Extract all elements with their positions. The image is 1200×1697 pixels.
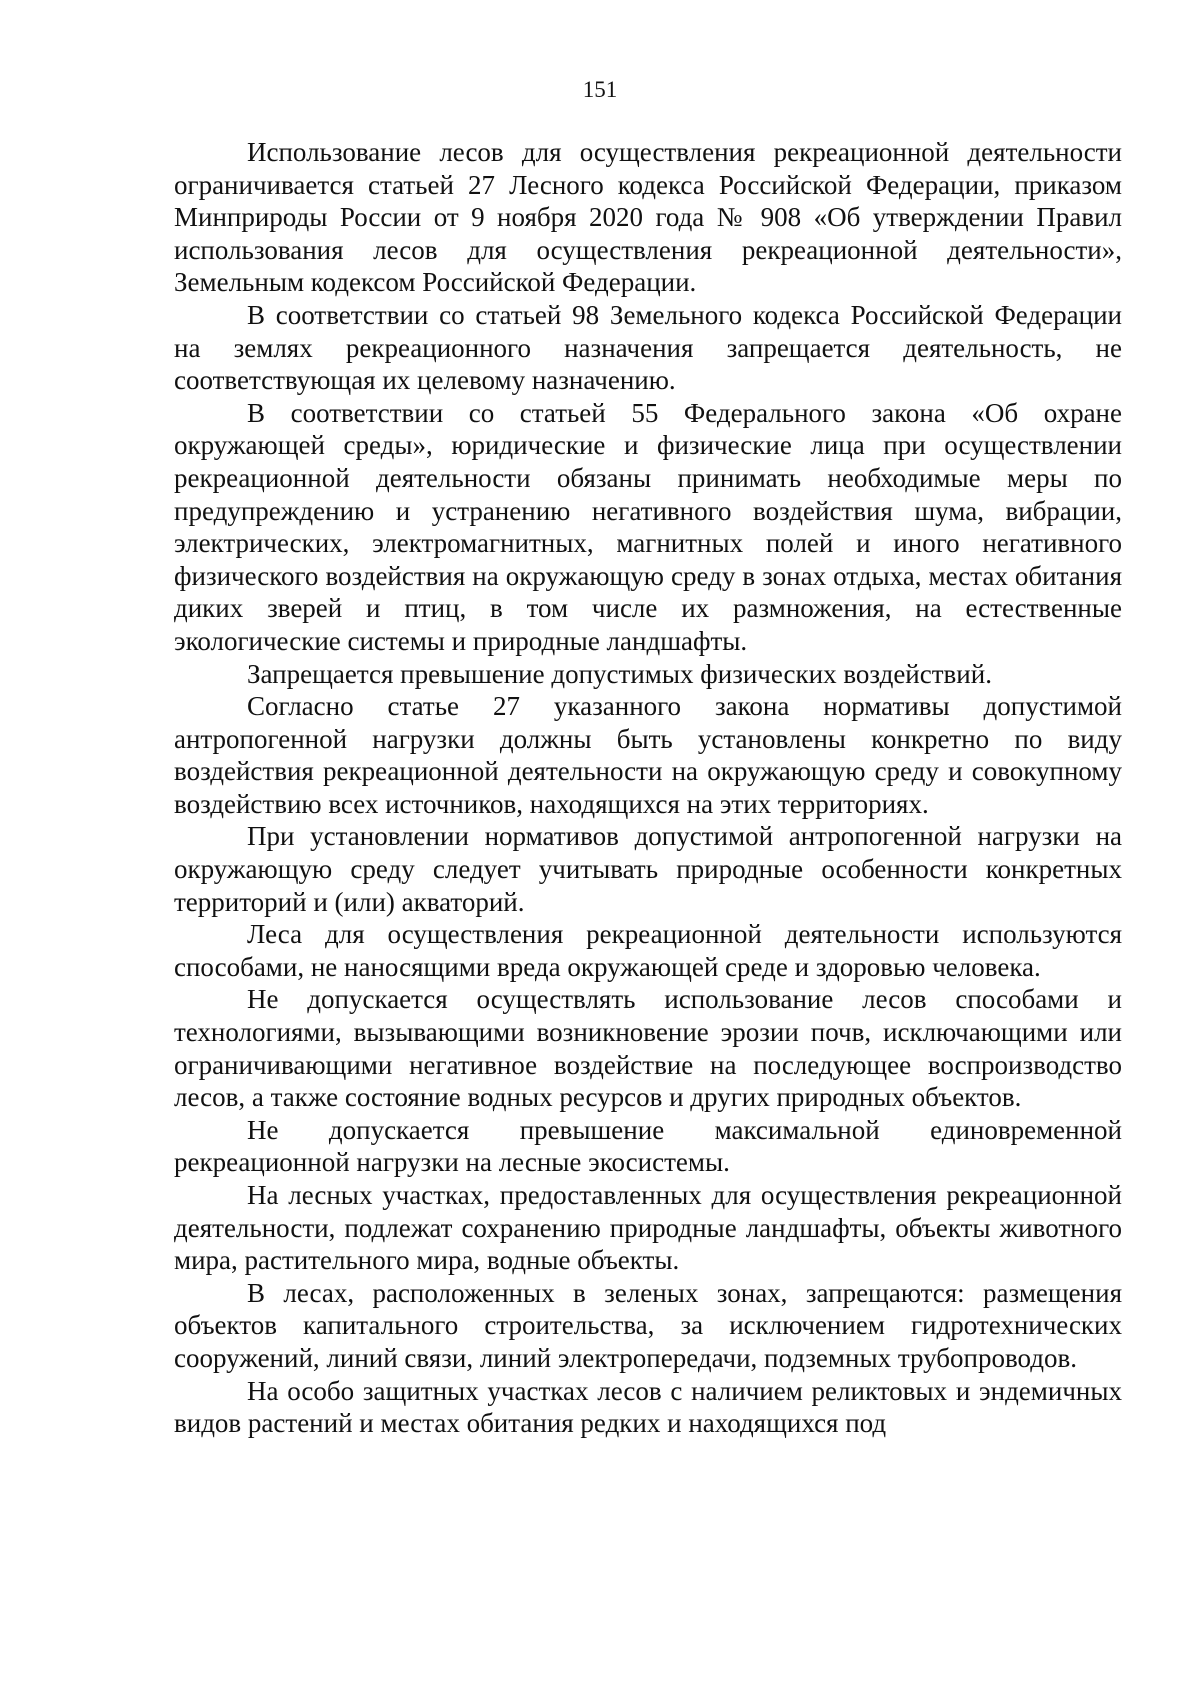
paragraph: Использование лесов для осуществления рекреационной деятельности ограничивается статьей 27 Лесного кодекса Российской Федерации, приказом Минприроды России от 9 ноября 2020 года № 908 «Об утверждении Правил использования лесов для осуществления рекреационной деятельности», Земельным кодексом Российской Федерации. bbox=[174, 137, 1122, 298]
paragraph: На лесных участках, предоставленных для осуществления рекреационной деятельности, подлежат сохранению природные ландшафты, объекты животного мира, растительного мира, водные объекты. bbox=[174, 1180, 1122, 1276]
paragraph: Запрещается превышение допустимых физических воздействий. bbox=[247, 658, 992, 689]
paragraph: Не допускается превышение максимальной единовременной рекреационной нагрузки на лесные экосистемы. bbox=[174, 1114, 1122, 1178]
paragraph: В соответствии со статьей 55 Федерального закона «Об охране окружающей среды», юридические и физические лица при осуществлении рекреационной деятельности обязаны принимать необходимые меры по предупреждению и устранению негативного воздействия шума, вибрации, электрических, электромагнитных, магнитных полей и иного негативного физического воздействия на окружающую среду в зонах отдыха, местах обитания диких зверей и птиц, в том числе их размножения, на естественные экологические системы и природные ландшафты. bbox=[174, 397, 1122, 656]
paragraph: Согласно статье 27 указанного закона нормативы допустимой антропогенной нагрузки должны быть установлены конкретно по виду воздействия рекреационной деятельности на окружающую среду и совокупному воздействию всех источников, находящихся на этих территориях. bbox=[174, 691, 1122, 819]
paragraph: В соответствии со статьей 98 Земельного кодекса Российской Федерации на землях рекреационного назначения запрещается деятельность, не соответствующая их целевому назначению. bbox=[174, 299, 1122, 396]
paragraph: При установлении нормативов допустимой антропогенной нагрузки на окружающую среду следует учитывать природные особенности конкретных территорий и (или) акваторий. bbox=[174, 821, 1122, 917]
paragraph: Не допускается осуществлять использование лесов способами и технологиями, вызывающими возникновение эрозии почв, исключающими или ограничивающими негативное воздействие на последующее воспроизводство лесов, а также состояние водных ресурсов и других природных объектов. bbox=[174, 984, 1122, 1113]
paragraph: На особо защитных участках лесов с наличием реликтовых и эндемичных видов растений и местах обитания редких и находящихся под bbox=[174, 1375, 1122, 1439]
paragraph: В лесах, расположенных в зеленых зонах, запрещаются: размещения объектов капитального строительства, за исключением гидротехнических сооружений, линий связи, линий электропередачи, подземных трубопроводов. bbox=[174, 1277, 1122, 1373]
page-number: 151 bbox=[582, 77, 618, 102]
paragraph: Леса для осуществления рекреационной деятельности используются способами, не наносящими вреда окружающей среде и здоровью человека. bbox=[174, 919, 1122, 982]
document-body bbox=[174, 136, 1122, 1440]
